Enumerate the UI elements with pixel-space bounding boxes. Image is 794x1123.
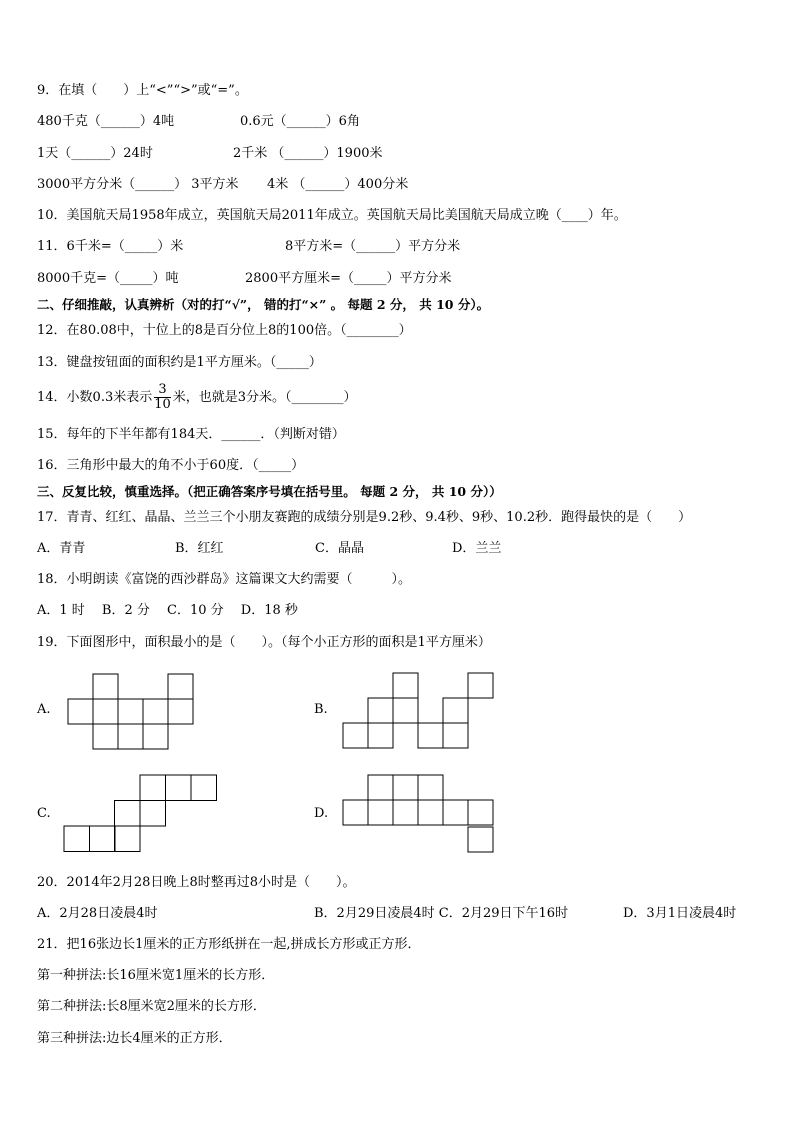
- unit-square: [393, 800, 418, 825]
- unit-square: [443, 800, 468, 825]
- q11-row2-b: 2800平方厘米=（_____）平方分米: [245, 271, 452, 286]
- q21-line2: 第二种拼法:长8厘米宽2厘米的长方形．: [37, 999, 266, 1014]
- unit-square: [93, 724, 118, 749]
- unit-square: [393, 775, 418, 800]
- q9-stem: 9．在填（ ）上“<”“>”或“=”。: [37, 83, 248, 98]
- unit-square: [368, 723, 393, 748]
- unit-square: [168, 699, 193, 724]
- q13-text: 13．键盘按钮面的面积约是1平方厘米。（_____）: [37, 355, 322, 370]
- q11-row1-a: 11．6千米=（_____）米: [37, 239, 184, 254]
- q9-row2-a: 1天（______）24时: [37, 146, 153, 161]
- unit-square: [64, 826, 90, 852]
- unit-square: [468, 673, 493, 698]
- unit-square: [393, 673, 418, 698]
- unit-square: [168, 674, 193, 699]
- q15-text: 15．每年的下半年都有184天．______．（判断对错）: [37, 427, 345, 442]
- unit-square: [468, 827, 493, 852]
- q17-option-d: D．兰兰: [452, 541, 502, 556]
- q17-stem: 17．青青、红红、晶晶、兰兰三个小朋友赛跑的成绩分别是9.2秒、9.4秒、9秒、10.2秒．跑得最快的是（ ）: [37, 510, 692, 525]
- unit-square: [90, 826, 116, 852]
- q20-option-d: D．3月1日凌晨4时: [623, 906, 737, 921]
- q14-suffix: 米，也就是3分米。（________）: [172, 390, 357, 405]
- section3-title: 三、反复比较，慎重选择。（把正确答案序号填在括号里。 每题 2 分， 共 10 分））: [37, 484, 502, 499]
- unit-square: [443, 698, 468, 723]
- q14-fraction: [154, 383, 171, 412]
- unit-square: [143, 724, 168, 749]
- q19-stem: 19．下面图形中，面积最小的是（ ）。（每个小正方形的面积是1平方厘米）: [37, 635, 491, 650]
- unit-square: [343, 800, 368, 825]
- q19-label-a: A.: [37, 702, 51, 717]
- q16-text: 16．三角形中最大的角不小于60度．（_____）: [37, 458, 305, 473]
- unit-square: [393, 698, 418, 723]
- q9-row1-a: 480千克（______）4吨: [37, 114, 175, 129]
- unit-square: [93, 674, 118, 699]
- unit-square: [368, 775, 393, 800]
- q20-option-bc: B．2月29日凌晨4时 C．2月29日下午16时: [314, 906, 569, 921]
- unit-square: [118, 724, 143, 749]
- unit-square: [166, 775, 192, 801]
- unit-square: [418, 800, 443, 825]
- unit-square: [140, 801, 166, 827]
- q12-text: 12．在80.08中，十位上的8是百分位上8的100倍。（________）: [37, 323, 412, 338]
- q21-line3: 第三种拼法:边长4厘米的正方形．: [37, 1031, 232, 1046]
- q14: [37, 380, 357, 416]
- q19-label-d: D.: [314, 806, 329, 821]
- q18-stem: 18．小明朗读《富饶的西沙群岛》这篇课文大约需要（ ）。: [37, 572, 412, 587]
- q11-row1-b: 8平方米=（______）平方分米: [285, 239, 461, 254]
- unit-square: [143, 699, 168, 724]
- q9-row1-b: 0.6元（______）6角: [240, 114, 360, 129]
- q17-option-b: B．红红: [175, 541, 224, 556]
- q9-row3-a: 3000平方分米（______） 3平方米: [37, 177, 239, 192]
- q21-line1: 第一种拼法:长16厘米宽1厘米的长方形．: [37, 968, 275, 983]
- q19-figure-c: [64, 775, 217, 852]
- unit-square: [115, 826, 141, 852]
- q17-option-a: A．青青: [37, 541, 86, 556]
- q20-option-a: A．2月28日凌晨4时: [37, 906, 158, 921]
- unit-square: [368, 698, 393, 723]
- q9-row3-b: 4米 （______）400分米: [267, 177, 409, 192]
- unit-square: [191, 775, 217, 801]
- unit-square: [368, 800, 393, 825]
- q14-prefix: 14．小数0.3米表示: [37, 390, 153, 405]
- q19-figure-a: [68, 674, 194, 750]
- unit-square: [418, 723, 443, 748]
- unit-square: [343, 723, 368, 748]
- section2-title: 二、仔细推敲，认真辨析（对的打“√”， 错的打“×” 。 每题 2 分， 共 10 分）。: [37, 297, 490, 312]
- q14-frac-num: 3: [154, 383, 171, 398]
- q19-figure-b: [343, 673, 494, 749]
- unit-square: [118, 699, 143, 724]
- unit-square: [68, 699, 93, 724]
- q19-label-b: B.: [314, 702, 328, 717]
- unit-square: [115, 801, 141, 827]
- unit-square: [93, 699, 118, 724]
- q19-label-c: C.: [37, 806, 51, 821]
- q14-frac-den: 10: [154, 397, 171, 412]
- q11-row2-a: 8000千克=（_____）吨: [37, 271, 179, 286]
- unit-square: [443, 723, 468, 748]
- q10-text: 10．美国航天局1958年成立，英国航天局2011年成立。英国航天局比美国航天局成立晚（____）年。: [37, 208, 627, 223]
- unit-square: [418, 775, 443, 800]
- unit-square: [468, 800, 493, 825]
- q19-figure-d: [343, 775, 495, 853]
- unit-square: [140, 775, 166, 801]
- q21-stem: 21．把16张边长1厘米的正方形纸拼在一起,拼成长方形或正方形．: [37, 937, 421, 952]
- q9-row2-b: 2千米 （______）1900米: [233, 146, 383, 161]
- q17-option-c: C．晶晶: [315, 541, 364, 556]
- q18-options: A．1 时 B．2 分 C．10 分 D．18 秒: [37, 603, 298, 618]
- q20-stem: 20．2014年2月28日晚上8时整再过8小时是（ ）。: [37, 875, 356, 890]
